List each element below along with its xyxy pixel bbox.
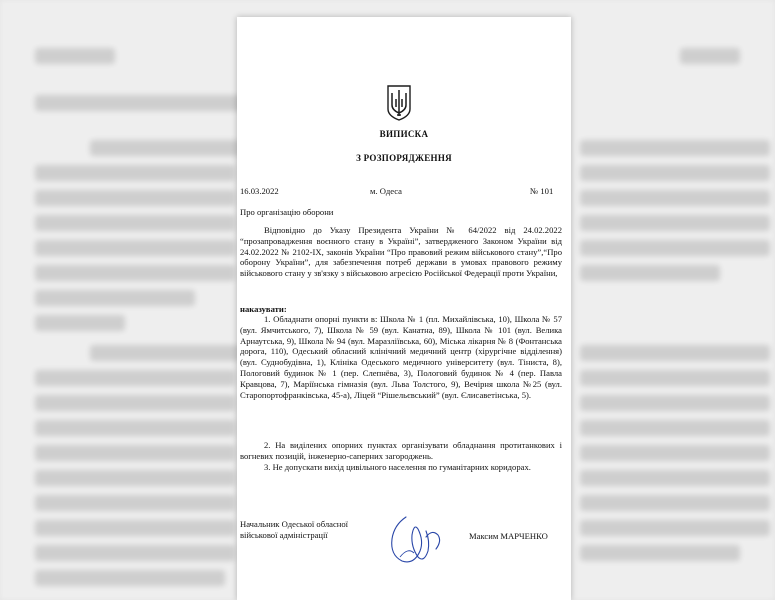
document-heading: ВИПИСКА — [379, 129, 429, 139]
signatory-title — [240, 519, 390, 541]
document-number: № 101 — [530, 186, 554, 196]
preamble-paragraph: Відповідно до Указу Президента України № 64/2022 від 24.02.2022 “прозапровадження воєнного стану в Україні”, затвердженого Законом України від 24.02.2022 № 2102-IX, законів України “Про правовий режим військового стану”,“Про оборону України”, для забезпечення потреб держави в умовах правового режиму військового стану у зв'язку з військовою агресією Російської Федерації проти України, — [240, 225, 562, 279]
document-meta — [240, 186, 568, 198]
document-subheading: З РОЗПОРЯДЖЕННЯ — [356, 153, 452, 163]
trident-coat-of-arms-icon — [387, 85, 411, 121]
order-word: наказувати: — [240, 304, 287, 314]
handwritten-signature — [384, 507, 458, 569]
signatory-title-line2: військової адміністрації — [240, 529, 328, 540]
document-city: м. Одеса — [370, 186, 402, 196]
document-page — [237, 17, 571, 600]
order-item-2: 2. На виділених опорних пунктах організувати обладнання протитанкових і вогневих позицій, інженерно-саперних загороджень. — [240, 440, 562, 461]
order-item-1: 1. Обладнати опорні пункти в: Школа № 1 (пл. Михайлівська, 10), Школа № 57 (вул. Ямчитського, 7), Школа № 59 (вул. Канатна, 89), Школа № 101 (вул. Велика Арнаутська, 9), Школа № 94 (вул. Маразліївська, 60), Міська лікарня № 8 (Фонтанська дорога, 110), Одеський обласний клінічний медичний центр (хірургічне відділення) (вул. Суднобудівна, 1), Клініка Одеського медичного університету (вул. Тіниста, 8), Пологовий будинок № 1 (пер. Слепнёва, 3), Пологовий будинок № 4 (пер. Павла Кравцова, 7), Маріїнська гімназія (вул. Льва Толстого, 9), Вечірня школа №25 (вул. Старопортофранківська, 45-а), Ліцей “Рішельєвський” (вул. Єлисаветінська, 5). — [240, 314, 562, 400]
signatory-name: Максим МАРЧЕНКО — [469, 531, 548, 541]
document-subject: Про організацію оборони — [240, 207, 334, 217]
order-item-3: 3. Не допускати вихід цивільного населення по гуманітарних коридорах. — [264, 462, 531, 472]
signatory-title-line1: Начальник Одеської обласної — [240, 519, 349, 529]
document-date: 16.03.2022 — [240, 186, 279, 196]
